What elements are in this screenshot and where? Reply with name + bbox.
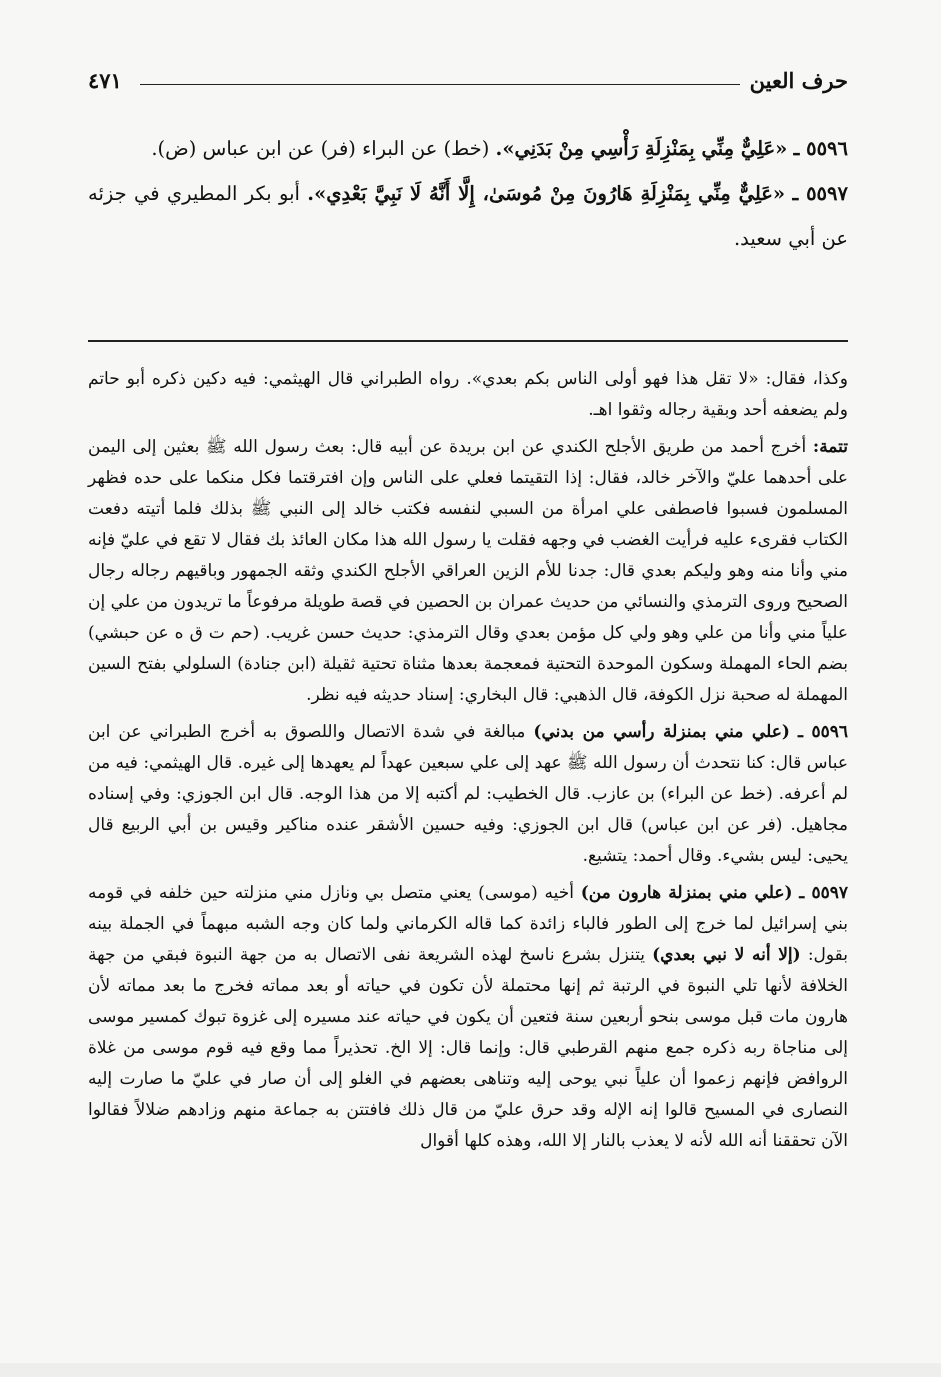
note-lemma: (علي مني بمنزلة رأسي من بدني)	[533, 722, 790, 742]
hadith-source: (خط) عن البراء (فر) عن ابن عباس (ض).	[151, 137, 490, 160]
note-continuation: وكذا، فقال: «لا تقل هذا فهو أولى الناس بكم بعدي». رواه الطبراني قال الهيثمي: فيه دكين ذكره أبو حاتم ولم يضعفه أحد وبقية رجاله وثقوا اهـ.	[88, 369, 848, 420]
footnote-divider	[88, 340, 848, 342]
entry-number: ٥٥٩٦ ـ	[793, 137, 848, 160]
scan-edge	[0, 1363, 941, 1377]
note-text-b: يتنزل بشرع ناسخ لهذه الشريعة نفى الاتصال به من جهة النبوة فبقي من جهة الخلافة لأنها تلي النبوة في الرتبة ثم إنها محتملة لأن تكون في حياته أو بعد مماته فخرج ما بعد مماته لأن هارون مات قبل موسى بنحو أربعين سنة فتعين أن يكون في حياته عند مسيره إلى غزوة تبوك كمسير موسى إلى مناجاة ربه ذكره جمع منهم القرطبي قال: وإنما قال: إلا الخ. تحذيراً مما وقع فيه قوم موسى من غلاة الروافض فإنهم زعموا أن علياً نبي يوحى إليه وتناهى بعضهم في الغلو إلى أن صار في عليّ ما صارت إليه النصارى في المسيح قالوا إنه الإله وقد حرق عليّ من قال ذلك فافتتن به جماعة منهم وزادهم ضلالاً فقالوا الآن تحققنا أنه الله لأنه لا يعذب بالنار إلا الله، وهذه كلها أقوال	[88, 945, 848, 1151]
note-text: أخيه (موسى) يعني متصل بي ونازل مني منزلته حين خلفه في قومه بني إسرائيل لما خرج إلى الطور فالباء زائدة كما قاله الكرماني ولما كان وجه الشبه مبهماً في الجملة بينه بقول:	[88, 883, 849, 965]
main-text	[88, 126, 848, 261]
commentary-notes	[88, 364, 848, 1163]
hadith-text: «عَلِيٌّ مِنِّي بِمَنْزِلَةِ هَارُونَ مِنْ مُوسَىٰ، إِلَّا أَنَّهُ لَا نَبِيَّ بَعْدِي».	[307, 182, 786, 205]
note-tatimma	[88, 432, 848, 711]
tatimma-label: تتمة:	[812, 437, 849, 457]
hadith-text: «عَلِيٌّ مِنِّي بِمَنْزِلَةِ رَأْسِي مِنْ بَدَنِي».	[495, 137, 788, 160]
note-5597	[88, 878, 848, 1157]
hadith-source: أبو بكر المطيري في جزئه عن أبي سعيد.	[88, 182, 848, 250]
note-number: ٥٥٩٦ ـ	[797, 722, 849, 742]
note-5596	[88, 717, 848, 872]
chapter-title: حرف العين	[749, 68, 848, 93]
hadith-entry-5596	[88, 126, 848, 171]
header-rule	[140, 84, 740, 85]
note-number: ٥٥٩٧ ـ	[799, 883, 849, 903]
note-text: مبالغة في شدة الاتصال واللصوق به أخرج الطبراني عن ابن عباس قال: كنا نتحدث أن رسول الله ﷺ عهد إلى علي سبعين عهداً لم يعهدها إلى غيره. قال الهيثمي: فيه من لم أعرفه. (خط عن البراء) بن عازب. قال الخطيب: لم أكتبه إلا من هذا الوجه. قال ابن الجوزي: وفي إسناده مجاهيل. (فر عن ابن عباس) قال ابن الجوزي: وفيه حسين الأشقر عنده مناكير وقيس بن أبي الربيع قال يحيى: ليس بشيء. وقال أحمد: يتشيع.	[88, 722, 848, 866]
entry-number: ٥٥٩٧ ـ	[792, 182, 848, 205]
page-number: ٤٧١	[88, 68, 122, 93]
note-lemma-b: (إلا أنه لا نبي بعدي)	[652, 945, 801, 965]
hadith-entry-5597	[88, 171, 848, 261]
tatimma-text: أخرج أحمد من طريق الأجلح الكندي عن ابن بريدة عن أبيه قال: بعث رسول الله ﷺ بعثين إلى اليمن على أحدهما عليّ والآخر خالد، فقال: إذا التقيتما فعلي على الناس وإن افترقتما فكل منكما على حده فظهر المسلمون فسبوا فاصطفى علي امرأة من السبي لنفسه فكتب خالد إلى النبي ﷺ بذلك فلما أتيته دفعت الكتاب فقرىء عليه فرأيت الغضب في وجهه فقلت يا رسول الله هذا مكان العائذ بك فقال لا تقع في عليّ فإنه مني وأنا منه وهو وليكم بعدي قال: جدنا للأم الزين العراقي الأجلح الكندي وثقه الجمهور وباقيهم رجاله رجال الصحيح وروى الترمذي والنسائي من حديث عمران بن الحصين في قصة طويلة مرفوعاً ما تريدون من علي إن علياً مني وأنا من علي وهو ولي كل مؤمن بعدي وقال الترمذي: حديث حسن غريب. (حم ت ق ه عن حبشي) بضم الحاء المهملة وسكون الموحدة التحتية فمعجمة بعدها مثناة تحتية ثقيلة (ابن جنادة) السلولي بفتح السين المهملة له صحبة نزل الكوفة، قال الذهبي: قال البخاري: إسناد حديثه فيه نظر.	[88, 437, 848, 705]
page-header	[88, 62, 848, 98]
note-lemma: (علي مني بمنزلة هارون من)	[580, 883, 793, 903]
